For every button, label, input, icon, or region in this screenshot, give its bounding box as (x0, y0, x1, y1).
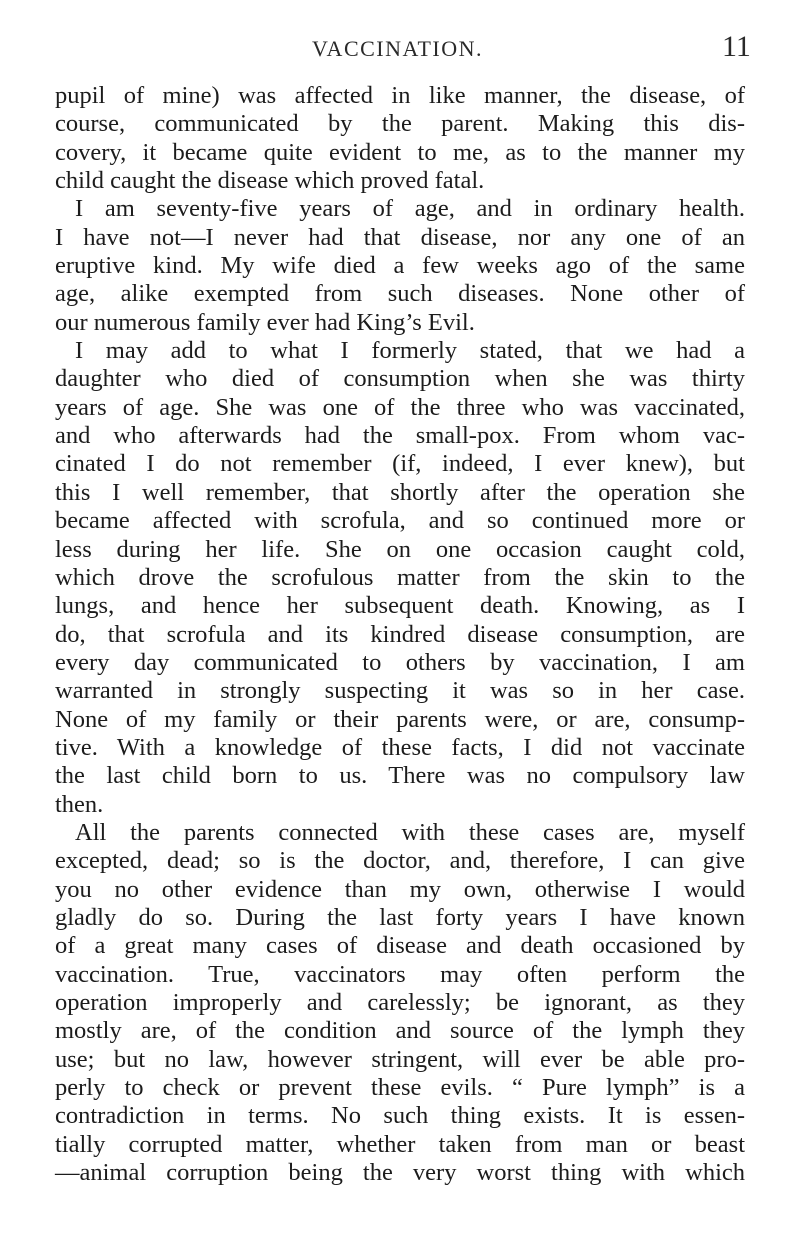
text-line: eruptive kind. My wife died a few weeks ago of the same (55, 252, 745, 280)
text-line: I may add to what I formerly stated, that we had a (75, 337, 745, 365)
page-number: 11 (722, 30, 751, 63)
text-line: gladly do so. During the last forty years I have known (55, 903, 745, 931)
text-line: covery, it became quite evident to me, as to the manner my (55, 138, 745, 166)
text-line: mostly are, of the condition and source of the lymph they (55, 1017, 745, 1045)
text-line: became affected with scrofula, and so continued more or (55, 507, 745, 535)
text-line: course, communicated by the parent. Making this dis- (55, 110, 745, 138)
text-line: I am seventy-five years of age, and in ordinary health. (75, 195, 745, 223)
text-line: and who afterwards had the small-pox. From whom vac- (55, 422, 745, 450)
running-title: VACCINATION. (312, 36, 483, 61)
text-line: use; but no law, however stringent, will ever be able pro- (55, 1045, 745, 1073)
text-line: less during her life. She on one occasion caught cold, (55, 535, 745, 563)
text-line: tially corrupted matter, whether taken from man or beast (55, 1130, 745, 1158)
text-line: the last child born to us. There was no compulsory law (55, 762, 745, 790)
text-line: operation improperly and carelessly; be ignorant, as they (55, 989, 745, 1016)
text-line: perly to check or prevent these evils. “ Pure lymph” is a (55, 1074, 745, 1102)
text-line: do, that scrofula and its kindred disease consumption, are (55, 620, 745, 648)
text-line: this I well remember, that shortly after the operation she (55, 478, 745, 506)
text-line: warranted in strongly suspecting it was so in her case. (55, 677, 745, 705)
text-line: you no other evidence than my own, otherwise I would (55, 875, 745, 903)
text-line: —animal corruption being the very worst thing with which (55, 1159, 745, 1187)
text-line: None of my family or their parents were, or are, consump- (55, 705, 745, 733)
text-line: lungs, and hence her subsequent death. Knowing, as I (55, 592, 745, 620)
text-line: our numerous family ever had King’s Evil. (55, 308, 475, 336)
text-line: contradiction in terms. No such thing exists. It is essen- (55, 1102, 745, 1130)
text-line: every day communicated to others by vaccination, I am (55, 648, 745, 676)
text-line: All the parents connected with these cases are, myself (75, 818, 745, 846)
text-line: pupil of mine) was affected in like manner, the disease, of (55, 82, 745, 109)
text-line: of a great many cases of disease and death occasioned by (55, 932, 745, 960)
text-line: age, alike exempted from such diseases. None other of (55, 280, 745, 308)
text-line: years of age. She was one of the three who was vaccinated, (55, 393, 745, 421)
text-line: child caught the disease which proved fatal. (55, 167, 485, 195)
text-line: which drove the scrofulous matter from the skin to the (55, 563, 745, 591)
text-line: daughter who died of consumption when she was thirty (55, 365, 745, 393)
running-head (0, 30, 800, 70)
text-line: tive. With a knowledge of these facts, I did not vaccinate (55, 733, 745, 761)
text-line: cinated I do not remember (if, indeed, I ever knew), but (55, 450, 745, 478)
text-line: then. (55, 790, 104, 818)
text-line: I have not—I never had that disease, nor any one of an (55, 223, 745, 251)
text-line: vaccination. True, vaccinators may often perform the (55, 960, 745, 988)
body-text (55, 82, 745, 1187)
text-line: excepted, dead; so is the doctor, and, therefore, I can give (55, 847, 745, 875)
